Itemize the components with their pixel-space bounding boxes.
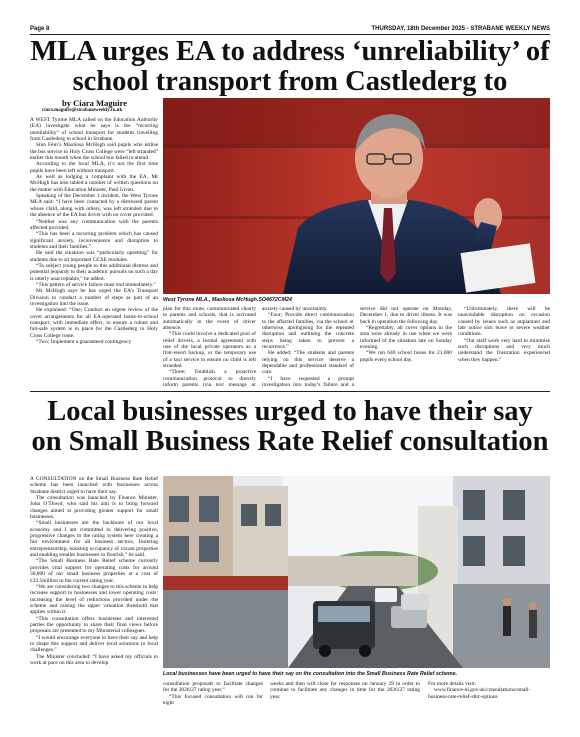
article1-headline-line1: MLA urges EA to address ‘unreliability’ of — [30, 36, 550, 67]
paragraph: “Regrettably, all cover options in the area were already in use when we were informed of the situation late on Sunday evening. — [360, 325, 452, 351]
article2-column-2 — [163, 681, 263, 731]
paragraph: For more details visit: — [428, 681, 476, 687]
mla-portrait-image — [163, 98, 550, 294]
article1-column-2 — [163, 306, 256, 388]
paragraph: The Minister concluded: “I have asked my officials to work at pace on this area to develop — [30, 653, 158, 666]
paragraph: A CONSULTATION on the Small Business Rate Relief scheme has been launched with businesses across Strabane district urged to have their say. — [30, 476, 158, 495]
paragraph: “I would encourage everyone to have their say and help to shape this support and deliver local solutions to local challenges.” — [30, 634, 158, 654]
publication-date: THURSDAY, 18th December 2025 - STRABANE WEEKLY NEWS — [371, 26, 550, 32]
article2-headline-line2: on Small Business Rate Relief consultation — [31, 426, 549, 457]
article1-photo — [163, 98, 550, 294]
paragraph: Sinn Féin’s Maolíosa McHugh said pupils who utilise the bus service to Holy Cross College were “left stranded” earlier this month when the school bus failed to attend. — [30, 142, 158, 162]
paragraph: www.finance-ni.gov.uk/consultations/small-business-rate-relief-sbrr-options — [428, 687, 531, 700]
paragraph: He explained: “One; Conduct an urgent review of the cover arrangements for all EA-operated home-to-school transport, with immediate effect, to ensure a robust and fail-safe system is in place for the Castlederg to Holy Cross College route. — [30, 307, 158, 339]
paragraph: According to the local MLA, it’s not the first time pupils have been left without transport. — [30, 161, 158, 174]
article1-column-3 — [262, 306, 354, 388]
paragraph: “Neither was any communication with the parents affected provided. — [30, 218, 158, 231]
paragraph: anxiety caused by uncertainty. — [262, 306, 328, 312]
paragraph: “Our staff work very hard to minimise such disruptions and very much understand the frustration experienced when they happen.” — [458, 337, 550, 363]
paragraph: “Three; Establish a proactive communication protocol to directly inform parents (via text message or — [163, 369, 256, 388]
byline-email: ciara.maguire@strabaneweekly.co.uk — [42, 108, 123, 113]
article2-column-1 — [30, 476, 158, 728]
paragraph: “We run 640 school buses for 21,000 pupils every school day. — [360, 350, 452, 363]
article2-photo-caption: Local businesses have been urged to have their say on the consultation into the Small Business Rate Relief scheme. — [163, 671, 458, 677]
paragraph: “This consultation offers businesses and interested parties the opportunity to share their final views before proposals are presented to my Ministerial colleagues. — [30, 615, 158, 635]
paragraph: “Small businesses are the backbone of our local economy and I am committed to delivering positive, progressive changes to the rating system here creating a fair environment for all business sectors, fostering entrepreneurship, boosting occupancy of vacant properties and enabling smaller businesses to flourish,” he said. — [30, 520, 158, 559]
byline: by Ciara Maguire — [62, 98, 128, 108]
street-scene-image — [163, 476, 550, 668]
paragraph: service did not operate on Monday, December 1, due to driver illness. It was back in operation the following day. — [360, 306, 452, 325]
paragraph: weeks and then will close for responses on January 29 in order to continue to facilitate any changes in time for the 2026/27 rating year. — [270, 681, 420, 700]
article1-column-4 — [360, 306, 550, 388]
paragraph: “Four; Provide direct communication to the affected families, via the school or otherwise, apologising for the repeated disruption and outlining the concrete steps being taken to prevent a recurrence.” — [262, 312, 354, 351]
paragraph: “Unfortunately, there will be unavoidable disruption on occasion caused by issues such as unplanned and late notice sick leave or severe weather conditions. — [458, 306, 550, 338]
article1-headline-line2: school transport from Castlederg to — [72, 66, 508, 97]
paragraph: consultation proposals to facilitate changes for the 2026/27 rating year.” — [163, 681, 263, 694]
page-number: Page 8 — [30, 26, 50, 32]
paragraph: The consultation was launched by Finance Minister, John O’Dowd, who said his aim is to bring forward changes aimed at providing greater support for small businesses. — [30, 495, 158, 521]
paragraph: “Two; Implement a guaranteed contingency — [36, 339, 132, 346]
paragraph: “We are considering two changes to this scheme to help increase support to businesses and lower operating costs: increasing the level of reductions provided under the scheme and raising the upper valuation threshold that applies within it. — [30, 583, 158, 616]
article1-photo-caption: West Tyrone MLA., Maolíosa McHugh.SO4672CM24 — [163, 297, 292, 303]
article2-column-4 — [428, 681, 550, 731]
article-divider — [30, 391, 550, 392]
article2-photo — [163, 476, 550, 668]
paragraph: “This focused consultation will run for eight — [163, 693, 263, 707]
paragraph: Speaking of the December 1 incident, the West Tyrone MLA said: “I have been contacted by a distressed parent whose child, along with others, was left stranded due to the absence of the EA bus driver with no cover provided. — [30, 193, 158, 219]
paragraph: A WEST Tyrone MLA called on the Education Authority (EA) investigate what he says is the “recurring unreliability” of school transport for students travelling from Castlederg to school in Strabane. — [30, 117, 158, 143]
article1-column-1 — [30, 117, 158, 365]
paragraph: “This could involve a dedicated pool of relief drivers, a formal agreement with one of the local private operators as a first-resort backup, or the temporary use of a taxi service to ensure no child is left stranded. — [163, 331, 256, 370]
article2-column-3 — [270, 681, 420, 731]
paragraph: “This has been a recurring problem which has caused significant anxiety, inconvenience and disruption to students and their families.” — [30, 231, 158, 250]
paragraph: “The Small Business Rate Relief scheme currently provides vital support for operating costs for around 30,000 of our small business properties at a cost of £22.5million in the current rating year. — [30, 558, 158, 584]
paragraph: plan for this route, communicated clearly to parents and schools, that is activated automatically in the event of driver absence. — [163, 306, 256, 332]
article2-headline-line1: Local businesses urged to have their say — [47, 396, 533, 427]
paragraph: He added: “The students and parents relying on this service deserve a dependable and professional standard of care. — [262, 350, 354, 376]
paragraph: He said the situation was “particularly upsetting” for students due to sit important GCSE modules. — [30, 250, 158, 263]
paragraph: Mr McHugh says he has urged the EA’s Transport Division to conduct a number of steps as part of an investigation into the issue. — [30, 288, 158, 307]
paragraph: “To subject young people to this additional distress and potential jeopardy to their academic pursuits on such a day is utterly unacceptable,” he added. — [30, 262, 158, 282]
paragraph: “This pattern of service failure must end immediately.” — [36, 281, 156, 288]
paragraph: “I have requested a prompt investigation into today’s failure and a — [262, 375, 354, 388]
paragraph: As well as lodging a complaint with the EA, Mr McHugh has also tabled a number of written questions on the matter with Education Minister, Paul Givan. — [30, 174, 158, 193]
header-rule — [30, 34, 550, 35]
